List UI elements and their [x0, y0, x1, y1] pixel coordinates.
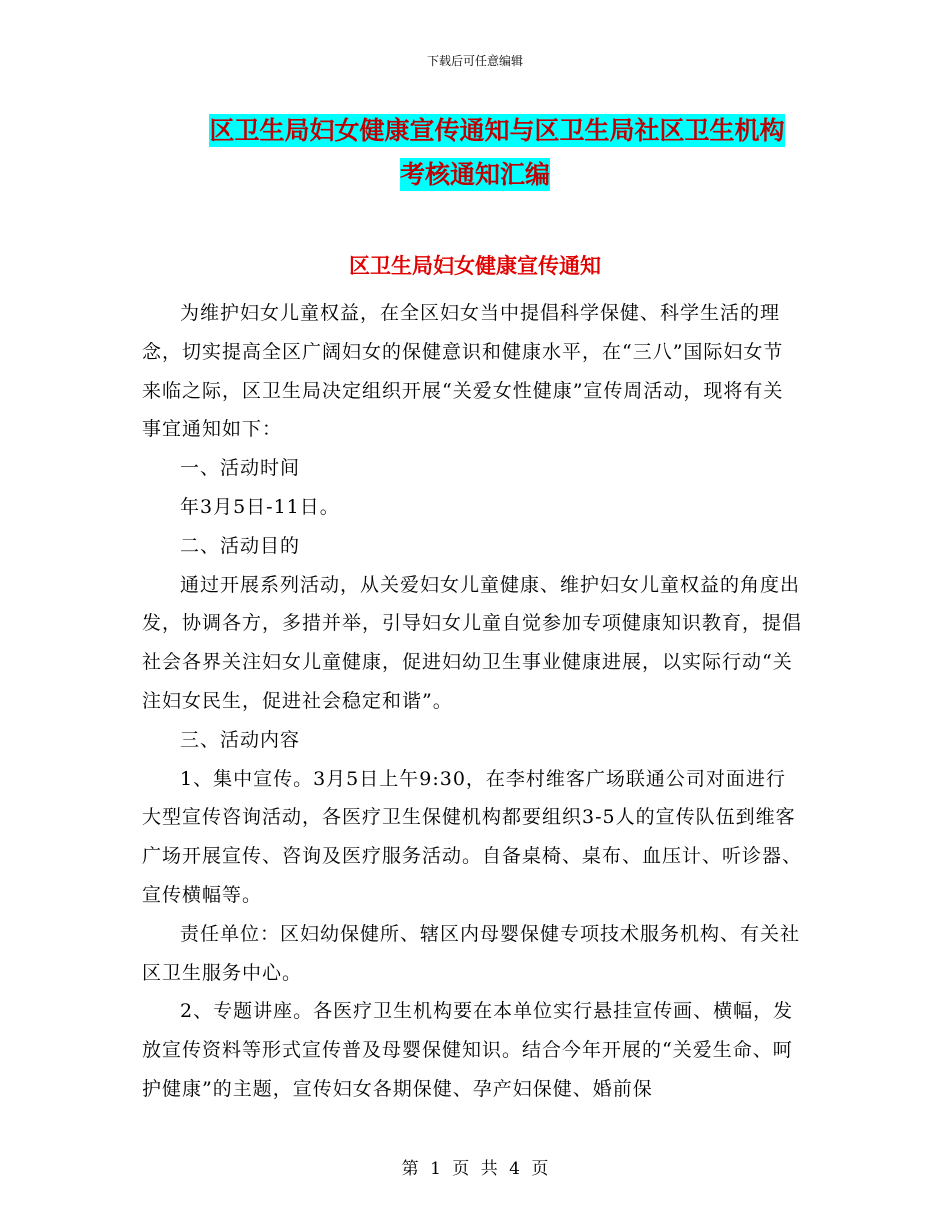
page-footer: 第 1 页 共 4 页: [401, 1159, 549, 1179]
paragraph: 三、活动内容: [180, 728, 301, 751]
document-title-line-1: [22, 116, 950, 146]
document-title-text-1: 区卫生局妇女健康宣传通知与区卫生局社区卫生机构: [209, 116, 785, 145]
paragraph: 责任单位：区妇幼保健所、辖区内母婴保健专项技术服务机构、有关社区卫生服务中心。: [142, 922, 801, 984]
section-title: 区卫生局妇女健康宣传通知: [349, 254, 601, 278]
paragraph: 年3月5日-11日。: [180, 495, 340, 518]
paragraph: 二、活动目的: [180, 534, 301, 557]
document-title-text-2: 考核通知汇编: [399, 160, 550, 189]
paragraph: 通过开展系列活动，从关爱妇女儿童健康、维护妇女儿童权益的角度出发，协调各方，多措并举，引导妇女儿童自觉参加专项健康知识教育，提倡社会各界关注妇女儿童健康，促进妇幼卫生事业健康进展，以实际行动“关注妇女民生，促进社会稳定和谐”。: [142, 573, 803, 712]
document-body: [142, 294, 802, 1109]
paragraph: 2、专题讲座。各医疗卫生机构要在本单位实行悬挂宣传画、横幅，发放宣传资料等形式宣传普及母婴保健知识。结合今年开展的“关爱生命、呵护健康”的主题，宣传妇女各期保健、孕产妇保健、婚前保: [142, 1000, 794, 1100]
paragraph: 1、集中宣传。3月5日上午9:30，在李村维客广场联通公司对面进行大型宣传咨询活动，各医疗卫生保健机构都要组织3-5人的宣传队伍到维客广场开展宣传、咨询及医疗服务活动。自备桌椅、桌布、血压计、听诊器、宣传横幅等。: [142, 767, 803, 906]
paragraph: 一、活动时间: [180, 457, 301, 480]
document-title-line-2: [0, 160, 950, 190]
paragraph: 为维护妇女儿童权益，在全区妇女当中提倡科学保健、科学生活的理念，切实提高全区广阔妇女的保健意识和健康水平，在“三八”国际妇女节来临之际，区卫生局决定组织开展“关爱女性健康”宣传周活动，现将有关事宜通知如下：: [142, 302, 784, 441]
header-note: 下载后可任意编辑: [426, 54, 523, 68]
